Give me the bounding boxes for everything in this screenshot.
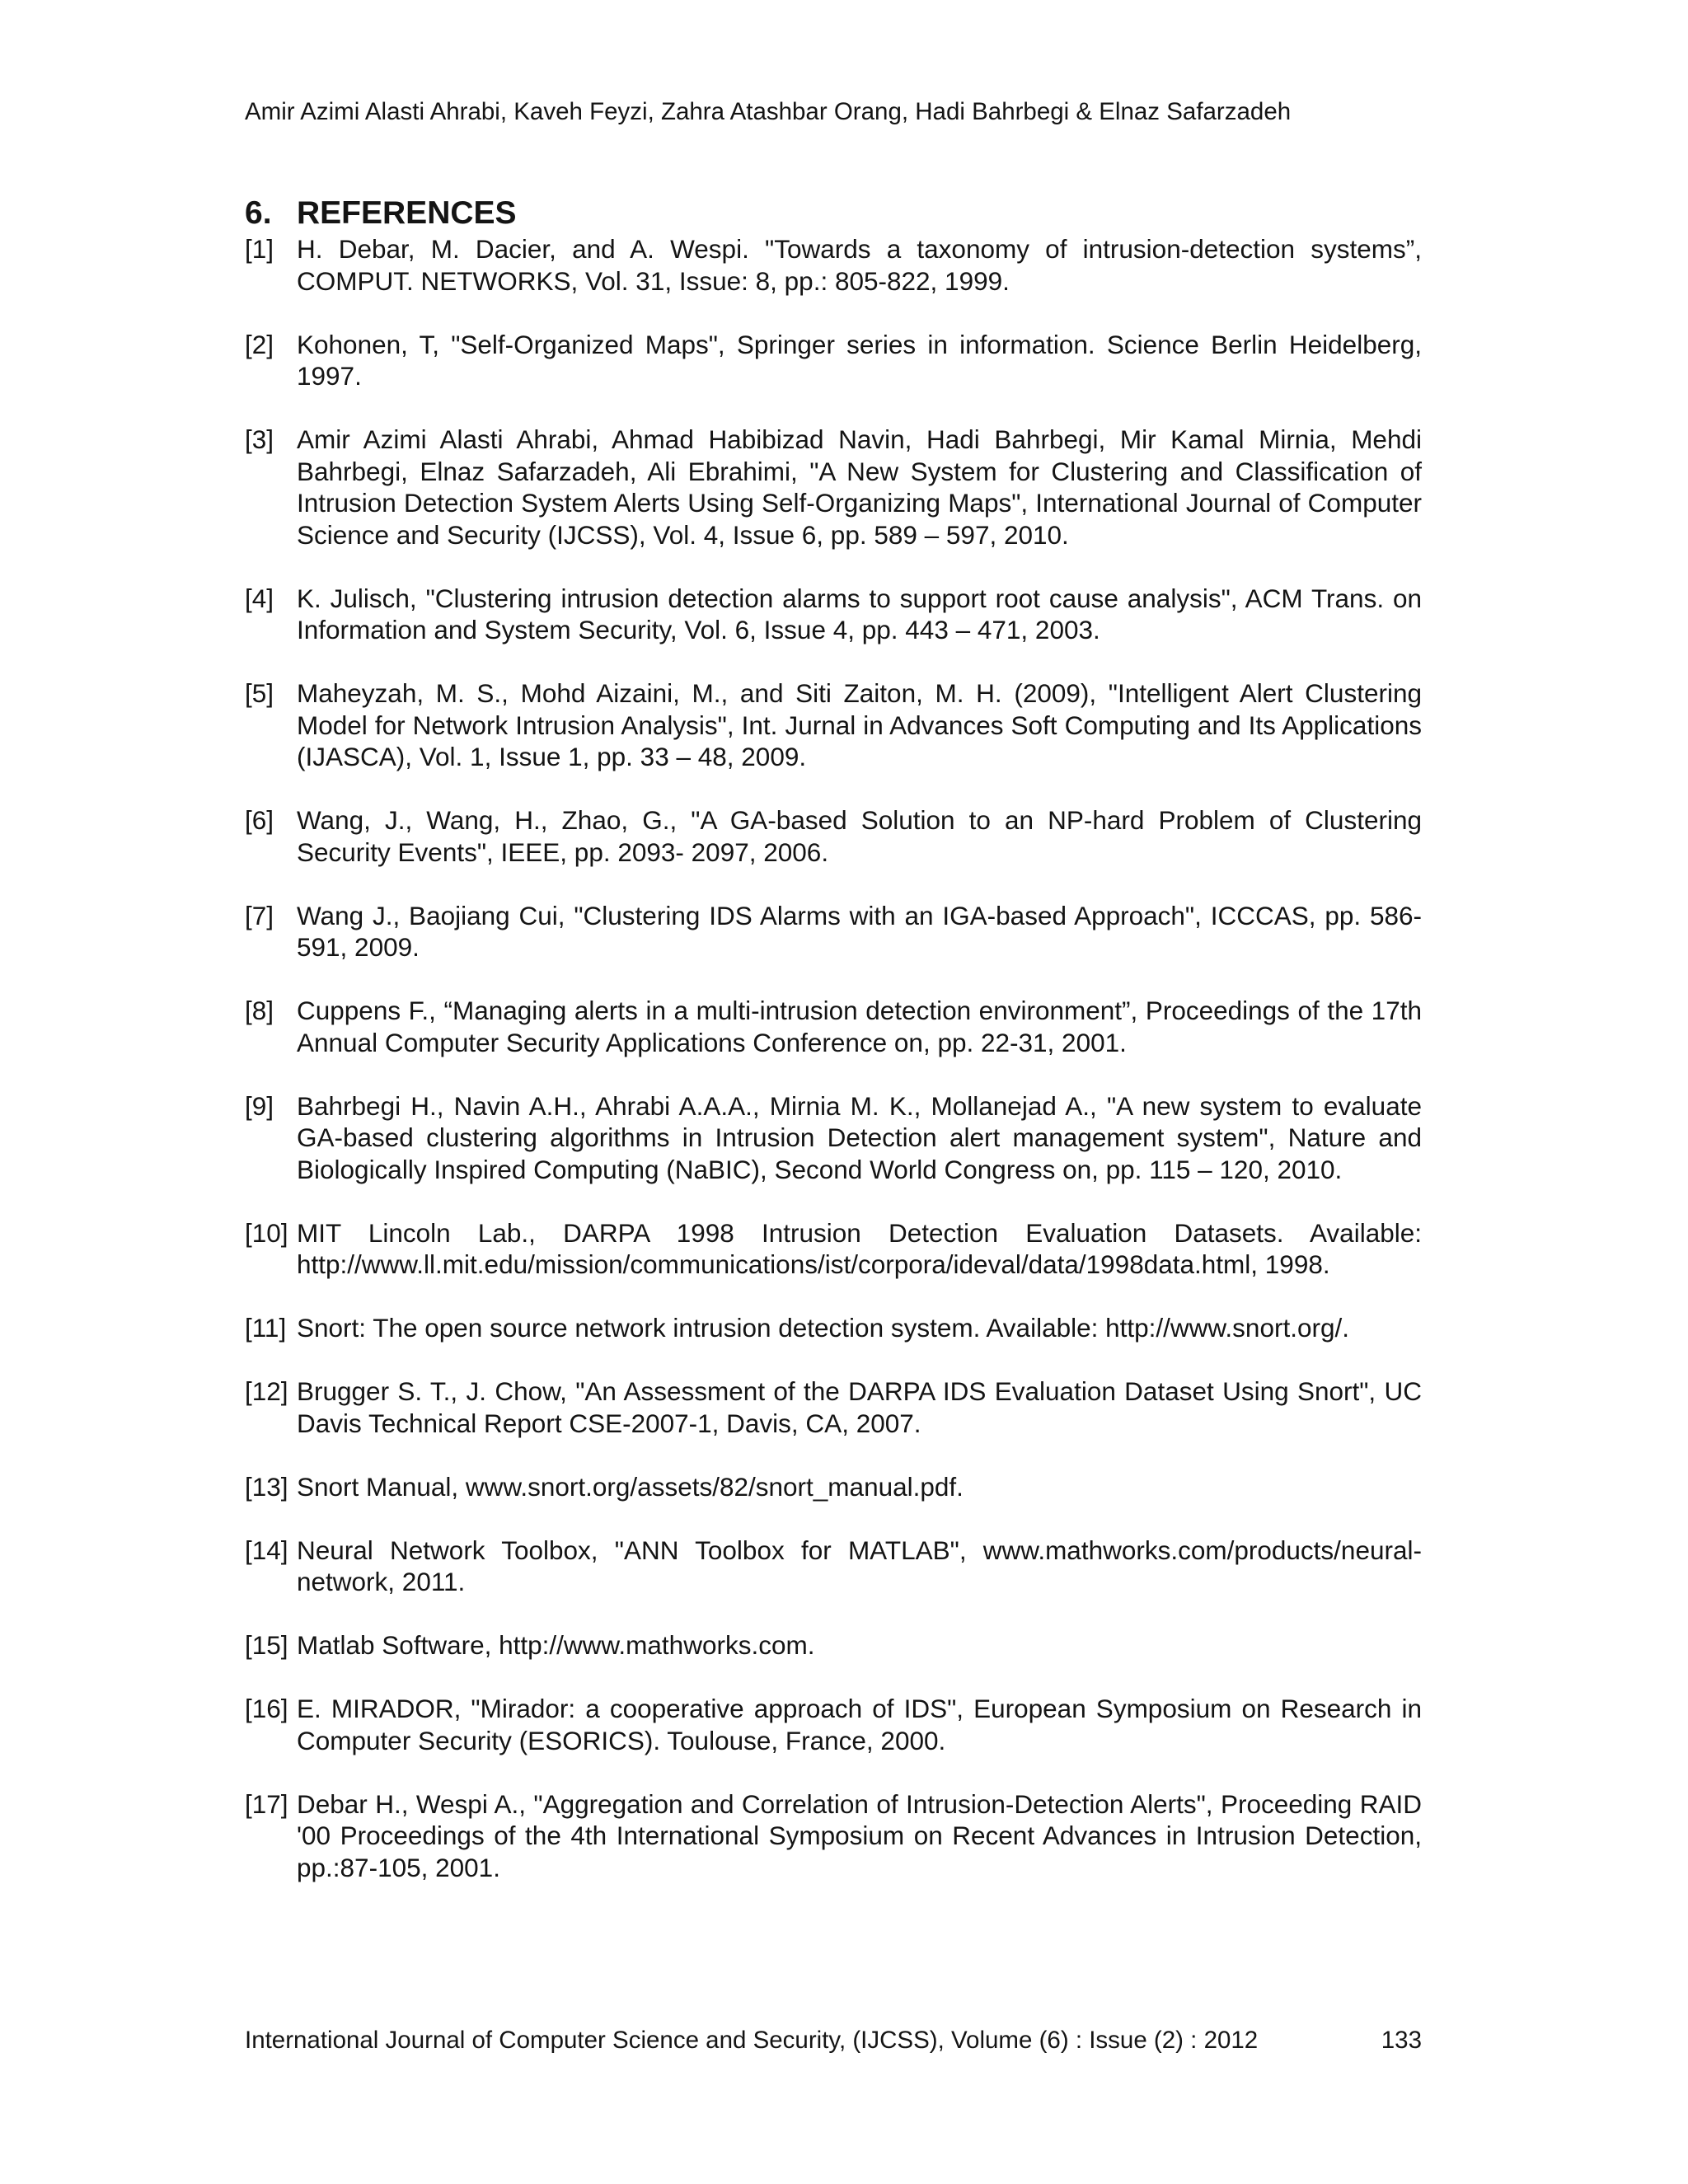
reference-number: [12] xyxy=(245,1376,288,1406)
reference-number: [5] xyxy=(245,678,274,708)
reference-number: [8] xyxy=(245,996,274,1025)
reference-number: [1] xyxy=(245,234,274,264)
reference-number: [9] xyxy=(245,1090,274,1121)
reference-item xyxy=(245,329,1422,392)
reference-text: Maheyzah, M. S., Mohd Aizaini, M., and Siti Zaiton, M. H. (2009), "Intelligent Alert Clustering Model for Network Intrusion Analysis", Int. Jurnal in Advances Soft Computing and Its Applications (IJASCA), Vol. 1, Issue 1, pp. 33 – 48, 2009. xyxy=(297,678,1422,771)
reference-text: Cuppens F., “Managing alerts in a multi-intrusion detection environment”, Proceedings of the 17th Annual Computer Security Applications Conference on, pp. 22-31, 2001. xyxy=(297,996,1422,1057)
reference-item xyxy=(245,804,1422,868)
reference-text: Wang J., Baojiang Cui, "Clustering IDS Alarms with an IGA-based Approach", ICCCAS, pp. 586-591, 2009. xyxy=(297,900,1422,962)
section-number: 6. xyxy=(245,195,272,231)
reference-text: Snort Manual, www.snort.org/assets/82/snort_manual.pdf. xyxy=(297,1471,964,1502)
reference-text: Kohonen, T, "Self-Organized Maps", Springer series in information. Science Berlin Heidelberg, 1997. xyxy=(297,329,1422,391)
reference-item xyxy=(245,1788,1422,1884)
reference-number: [16] xyxy=(245,1694,288,1723)
reference-text: Debar H., Wespi A., "Aggregation and Correlation of Intrusion-Detection Alerts", Proceeding RAID '00 Proceedings of the 4th International Symposium on Recent Advances in Intrusion Detection, pp.:87-105, 2001. xyxy=(297,1788,1422,1882)
reference-number: [17] xyxy=(245,1788,288,1819)
reference-text: Wang, J., Wang, H., Zhao, G., "A GA-based Solution to an NP-hard Problem of Clustering Security Events", IEEE, pp. 2093- 2097, 2006. xyxy=(297,805,1422,867)
reference-text: E. MIRADOR, "Mirador: a cooperative approach of IDS", European Symposium on Research in Computer Security (ESORICS). Toulouse, France, 2000. xyxy=(297,1694,1422,1755)
reference-item xyxy=(245,424,1422,551)
reference-item xyxy=(245,900,1422,963)
footer-journal-citation: International Journal of Computer Science and Security, (IJCSS), Volume (6) : Issue (2) : 2012 xyxy=(245,2027,1259,2054)
reference-item xyxy=(245,1312,1422,1344)
reference-item xyxy=(245,1376,1422,1439)
reference-list xyxy=(245,233,1422,1915)
reference-item xyxy=(245,1471,1422,1503)
reference-item xyxy=(245,1629,1422,1661)
reference-text: Snort: The open source network intrusion detection system. Available: http://www.snort.org/. xyxy=(297,1313,1349,1343)
reference-item xyxy=(245,1217,1422,1281)
reference-item xyxy=(245,677,1422,773)
reference-number: [11] xyxy=(245,1313,287,1343)
page-number: 133 xyxy=(1381,2027,1422,2054)
reference-number: [2] xyxy=(245,329,274,359)
reference-number: [7] xyxy=(245,900,274,930)
reference-number: [3] xyxy=(245,424,274,454)
reference-number: [15] xyxy=(245,1630,288,1660)
reference-number: [10] xyxy=(245,1217,288,1248)
reference-number: [4] xyxy=(245,583,274,613)
reference-text: Matlab Software, http://www.mathworks.com. xyxy=(297,1630,815,1660)
reference-number: [14] xyxy=(245,1535,288,1565)
running-head-authors: Amir Azimi Alasti Ahrabi, Kaveh Feyzi, Zahra Atashbar Orang, Hadi Bahrbegi & Elnaz Safarzadeh xyxy=(245,98,1292,125)
reference-item xyxy=(245,1693,1422,1756)
reference-text: MIT Lincoln Lab., DARPA 1998 Intrusion Detection Evaluation Datasets. Available: http://www.ll.mit.edu/mission/communications/ist/corpora/ideval/data/1998data.html, 1998. xyxy=(297,1217,1422,1279)
reference-number: [13] xyxy=(245,1471,288,1502)
reference-item xyxy=(245,233,1422,297)
reference-text: Bahrbegi H., Navin A.H., Ahrabi A.A.A., Mirnia M. K., Mollanejad A., "A new system to evaluate GA-based clustering algorithms in Intrusion Detection alert management system", Nature and Biologically Inspired Computing (NaBIC), Second World Congress on, pp. 115 – 120, 2010. xyxy=(297,1090,1422,1184)
reference-number: [6] xyxy=(245,805,274,835)
section-heading: REFERENCES xyxy=(297,195,517,231)
reference-text: Amir Azimi Alasti Ahrabi, Ahmad Habibizad Navin, Hadi Bahrbegi, Mir Kamal Mirnia, Mehdi Bahrbegi, Elnaz Safarzadeh, Ali Ebrahimi, "A New System for Clustering and Classification of Intrusion Detection System Alerts Using Self-Organizing Maps", International Journal of Computer Science and Security (IJCSS), Vol. 4, Issue 6, pp. 589 – 597, 2010. xyxy=(297,424,1422,550)
reference-text: H. Debar, M. Dacier, and A. Wespi. "Towards a taxonomy of intrusion-detection systems”, COMPUT. NETWORKS, Vol. 31, Issue: 8, pp.: 805-822, 1999. xyxy=(297,234,1422,296)
reference-item xyxy=(245,995,1422,1058)
section-title xyxy=(245,194,517,232)
reference-item xyxy=(245,1090,1422,1186)
reference-text: Brugger S. T., J. Chow, "An Assessment of the DARPA IDS Evaluation Dataset Using Snort", UC Davis Technical Report CSE-2007-1, Davis, CA, 2007. xyxy=(297,1376,1422,1438)
reference-item xyxy=(245,1535,1422,1598)
reference-text: K. Julisch, "Clustering intrusion detection alarms to support root cause analysis", ACM Trans. on Information and System Security, Vol. 6, Issue 4, pp. 443 – 471, 2003. xyxy=(297,583,1422,644)
reference-text: Neural Network Toolbox, "ANN Toolbox for MATLAB", www.mathworks.com/products/neural-network, 2011. xyxy=(297,1535,1422,1596)
reference-item xyxy=(245,583,1422,646)
